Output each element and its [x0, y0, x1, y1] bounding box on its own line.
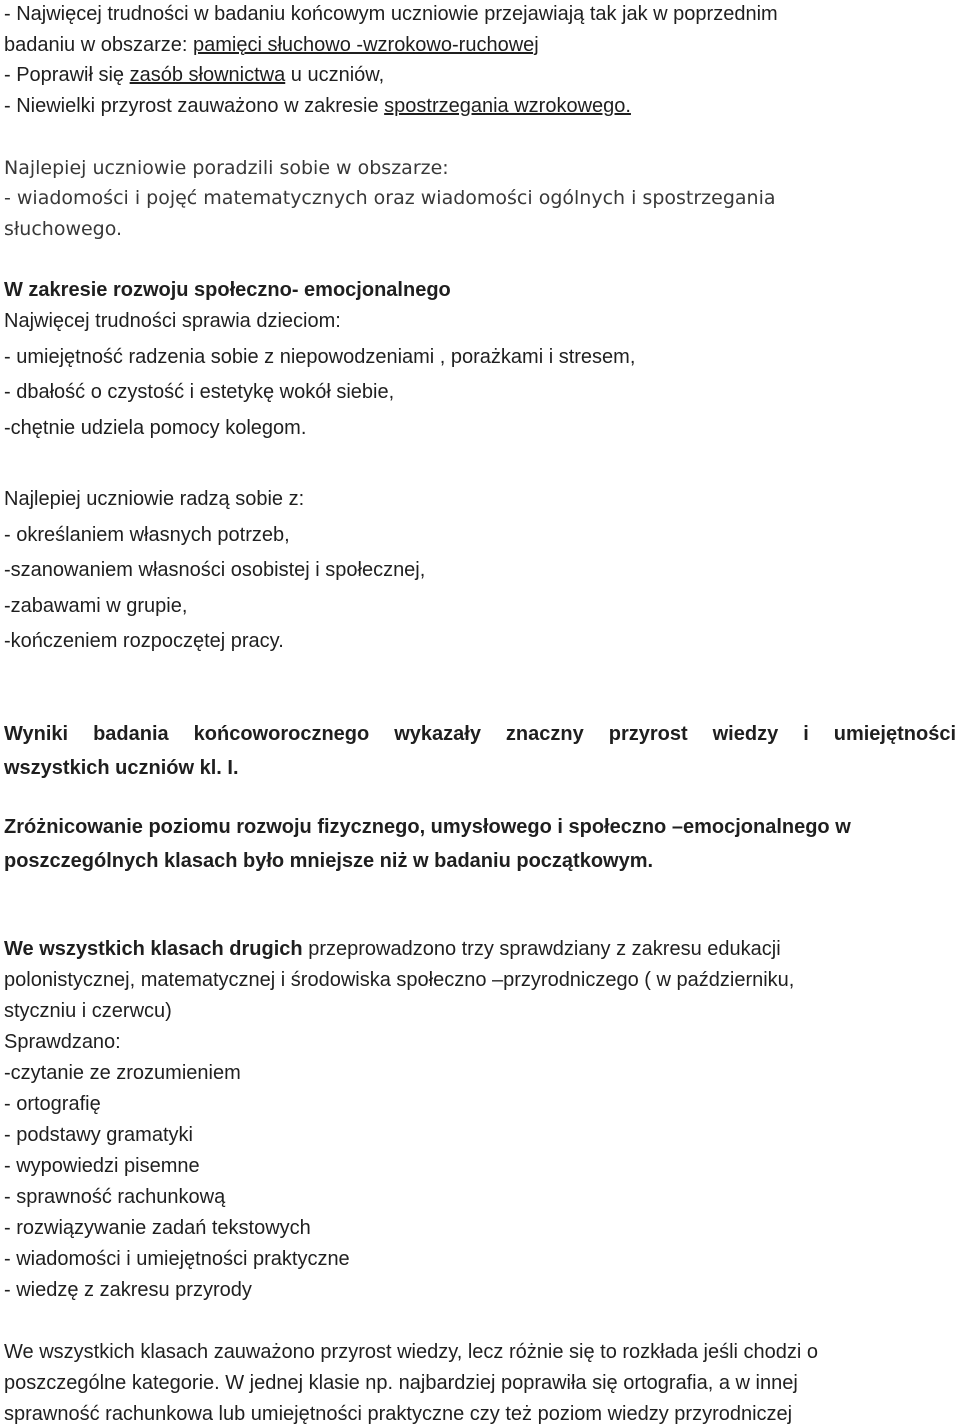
paragraph-line: polonistycznej, matematycznej i środowiska społeczno –przyrodniczego ( w październiku, [4, 969, 795, 991]
summary-line: Zróżnicowanie poziomu rozwoju fizycznego, umysłowego i społeczno –emocjonalnego w [4, 816, 851, 838]
paragraph-line: Najlepiej uczniowie radzą sobie z: [4, 488, 305, 510]
list-item: -zabawami w grupie, [4, 595, 188, 617]
list-item: - rozwiązywanie zadań tekstowych [4, 1217, 311, 1239]
list-item: - wiadomości i umiejętności praktyczne [4, 1248, 350, 1270]
list-item: -kończeniem rozpoczętej pracy. [4, 630, 284, 652]
list-item: - ortografię [4, 1093, 101, 1115]
paragraph-line: sprawność rachunkowa lub umiejętności praktyczne czy też poziom wiedzy przyrodniczej [4, 1403, 793, 1425]
paragraph-line [4, 33, 539, 57]
line-text: - Niewielki przyrost zauważono w zakresie [4, 95, 385, 117]
paragraph-line: Najwięcej trudności sprawia dzieciom: [4, 310, 341, 332]
paragraph-line [4, 94, 631, 118]
paragraph-line [4, 937, 781, 961]
list-item: - określaniem własnych potrzeb, [4, 524, 290, 546]
paragraph-line: styczniu i czerwcu) [4, 1000, 172, 1022]
paragraph-line: poszczególne kategorie. W jednej klasie np. najbardziej poprawiła się ortografia, a w innej [4, 1372, 798, 1394]
list-item: -chętnie udziela pomocy kolegom. [4, 417, 307, 439]
underlined-term: spostrzegania wzrokowego. [384, 95, 631, 117]
bold-phrase: We wszystkich klasach drugich [4, 938, 303, 960]
list-item: -szanowaniem własności osobistej i społecznej, [4, 559, 426, 581]
paragraph-line [4, 63, 384, 87]
summary-line: Wyniki badania końcoworocznego wykazały znaczny przyrost wiedzy i umiejętności [4, 723, 956, 745]
section-heading: Najlepiej uczniowie poradzili sobie w obszarze: [4, 157, 449, 179]
line-text: - Poprawił się [4, 64, 130, 86]
paragraph-line: - Najwięcej trudności w badaniu końcowym uczniowie przejawiają tak jak w poprzednim [4, 3, 778, 25]
list-item: - wiedzę z zakresu przyrody [4, 1279, 252, 1301]
paragraph-line: We wszystkich klasach zauważono przyrost wiedzy, lecz różnie się to rozkłada jeśli chodzi o [4, 1341, 819, 1363]
paragraph-line: Sprawdzano: [4, 1031, 121, 1053]
list-item: - sprawność rachunkową [4, 1186, 226, 1208]
summary-line: poszczególnych klasach było mniejsze niż w badaniu początkowym. [4, 850, 654, 872]
list-item: - umiejętność radzenia sobie z niepowodzeniami , porażkami i stresem, [4, 346, 636, 368]
line-text: przeprowadzono trzy sprawdziany z zakresu edukacji [302, 938, 781, 960]
underlined-term: zasób słownictwa [129, 64, 286, 86]
list-item: -czytanie ze zrozumieniem [4, 1062, 241, 1084]
section-heading: W zakresie rozwoju społeczno- emocjonalnego [4, 279, 451, 301]
list-item: - wypowiedzi pisemne [4, 1155, 200, 1177]
underlined-term: pamięci słuchowo -wzrokowo-ruchowej [193, 34, 539, 56]
summary-line: wszystkich uczniów kl. I. [4, 757, 239, 779]
line-text: u uczniów, [285, 64, 385, 86]
list-item: - podstawy gramatyki [4, 1124, 193, 1146]
list-item: - dbałość o czystość i estetykę wokół siebie, [4, 381, 395, 403]
line-text: badaniu w obszarze: [4, 34, 194, 56]
list-item-continuation: słuchowego. [4, 218, 123, 240]
list-item: - wiadomości i pojęć matematycznych oraz wiadomości ogólnych i spostrzegania [4, 187, 776, 209]
